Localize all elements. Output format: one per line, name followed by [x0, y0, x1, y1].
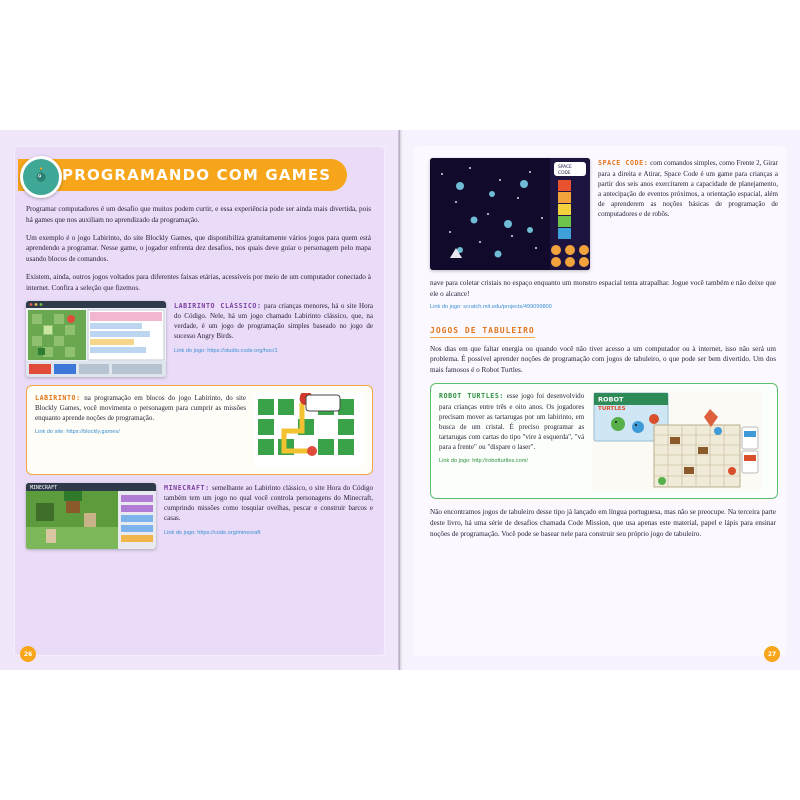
blockly-maze-screenshot	[254, 393, 364, 467]
svg-text:CODE: CODE	[558, 171, 571, 176]
space-code-game-screenshot	[430, 158, 590, 270]
svg-text:ROBOT: ROBOT	[598, 395, 624, 404]
game-card-labirinto-tag: LABIRINTO:	[35, 393, 81, 402]
game-card-labirinto-body: na programação em blocos do jogo Labirinto, do site Blockly Games, você movimenta o personagem para cumprir as missões enquanto aprende noções de programação.	[35, 393, 246, 423]
game-card-space-code-body: com comandos simples, como Frente 2, Girar para a direita e Atirar, Space Code é um game para crianças a partir dos seis anos exercitarem a capacidade de planejamento, a antecipação de eventos próximos, a orientação espacial, além de aprenderem as noções básicas de programação de computadores e de robôs.	[598, 159, 778, 219]
space-code-link[interactable]: Link do jogo: scratch.mit.edu/projects/499099800	[430, 303, 552, 310]
section-heading-jogos-de-tabuleiro: JOGOS DE TABULEIRO	[430, 326, 535, 338]
game-card-minecraft-link[interactable]: Link do jogo: https://code.org/minecraft	[164, 529, 261, 536]
book-spread	[0, 130, 800, 670]
robot-turtles-board-game	[592, 391, 762, 491]
game-card-space-code	[430, 158, 778, 270]
intro-paragraph-1: Programar computadores é um desafio que muitos podem curtir, e essa experiência pode ser ainda mais divertida, pois há games que nos auxiliam no aprendizado da programação.	[26, 205, 371, 224]
game-card-labirinto-link[interactable]: Link do site: https://blockly.games/	[35, 429, 120, 436]
game-card-robot-turtles	[430, 383, 778, 499]
right-page-content	[422, 158, 782, 654]
game-card-labirinto-classico-body: para crianças menores, há o site Hora do Código. Nele, há um jogo chamado Labirinto clássico, que, na verdade, é um jogo de programação simples baseado no jogo de sucesso Angry Birds.	[174, 301, 374, 341]
intro-paragraph-3: Existem, ainda, outros jogos voltados para diferentes faixas etárias, acessíveis por meio de um computador conectado à internet. Confira a seleção que fizemos.	[26, 272, 371, 292]
book-spine	[398, 130, 402, 670]
svg-text:SPACE: SPACE	[558, 165, 572, 170]
game-card-labirinto-classico	[26, 301, 373, 377]
game-card-minecraft-tag: MINECRAFT:	[164, 483, 210, 492]
game-card-robot-turtles-text	[439, 391, 584, 491]
code-org-maze-screenshot	[26, 301, 166, 377]
space-code-continuation: nave para coletar cristais no espaço enquanto um monstro espacial tenta atrapalhar. Jogue você também e não deixe que ele o alcance!	[430, 279, 776, 298]
chapter-header	[18, 158, 377, 192]
board-games-paragraph: Nos dias em que faltar energia ou quando você não tiver acesso a um computador ou à internet, isso não será um problema. É possível aprender noções de programação com jogos de tabuleiro, o que pode ser bem divertido. Um dos mais famosos é o Robot Turtles.	[430, 344, 776, 375]
game-card-space-code-text	[598, 158, 778, 219]
game-card-minecraft	[26, 483, 373, 549]
page-number-left: 26	[20, 646, 36, 662]
game-card-labirinto-classico-text	[174, 301, 373, 355]
game-card-robot-turtles-body: esse jogo foi desenvolvido para crianças entre três e oito anos. Os jogadores precisam mover as tartarugas por um labirinto, em busca de um cristal. É preciso programar as tartarugas com cartas do tipo "vire à esquerda", "vá para a frente" ou "dispare o laser".	[439, 391, 585, 452]
intro-paragraph-2: Um exemplo é o jogo Labirinto, do site Blockly Games, que disponibiliza gratuitamente vários jogos para quem está aprendendo a programar. Nesse game, o jogador enfrenta dez desafios, nos quais deve guiar o personagem pelo mapa usando blocos de comandos.	[26, 233, 371, 264]
robot-head-icon	[20, 156, 62, 198]
page-number-right: 27	[764, 646, 780, 662]
game-card-labirinto-classico-link[interactable]: Link do jogo: https://studio.code.org/hoc/1	[174, 347, 278, 354]
svg-text:MINECRAFT: MINECRAFT	[30, 484, 58, 491]
game-card-minecraft-text	[164, 483, 373, 537]
right-page	[400, 130, 800, 670]
left-page-content	[18, 158, 377, 654]
page-title: PROGRAMANDO COM GAMES	[18, 159, 347, 191]
game-card-space-code-tag: SPACE CODE:	[598, 159, 649, 167]
game-card-robot-turtles-link[interactable]: Link do jogo: http://robotturtles.com/	[439, 458, 528, 465]
closing-paragraph: Não encontramos jogos de tabuleiro desse tipo já lançado em língua portuguesa, mas não se preocupe. Na terceira parte deste livro, há uma série de desafios chamada Code Mission, que usa apenas este material, papel e lápis para ensinar noções de programação. Você pode se basear nele para construir seu próprio jogo de tabuleiro.	[430, 507, 776, 538]
svg-text:TURTLES: TURTLES	[598, 405, 626, 412]
left-page	[0, 130, 400, 670]
game-card-robot-turtles-tag: ROBOT TURTLES:	[439, 391, 504, 400]
game-card-labirinto-text	[35, 393, 246, 467]
game-card-labirinto	[26, 385, 373, 475]
minecraft-screenshot	[26, 483, 156, 549]
game-card-minecraft-body: semelhante ao Labirinto clássico, o site Hora do Código também tem um jogo no qual você controla personagens do Minecraft, cumprindo missões como tosquiar ovelhas, pescar e construir barcos e casas.	[164, 483, 374, 523]
game-card-labirinto-classico-tag: LABIRINTO CLÁSSICO:	[174, 301, 262, 310]
